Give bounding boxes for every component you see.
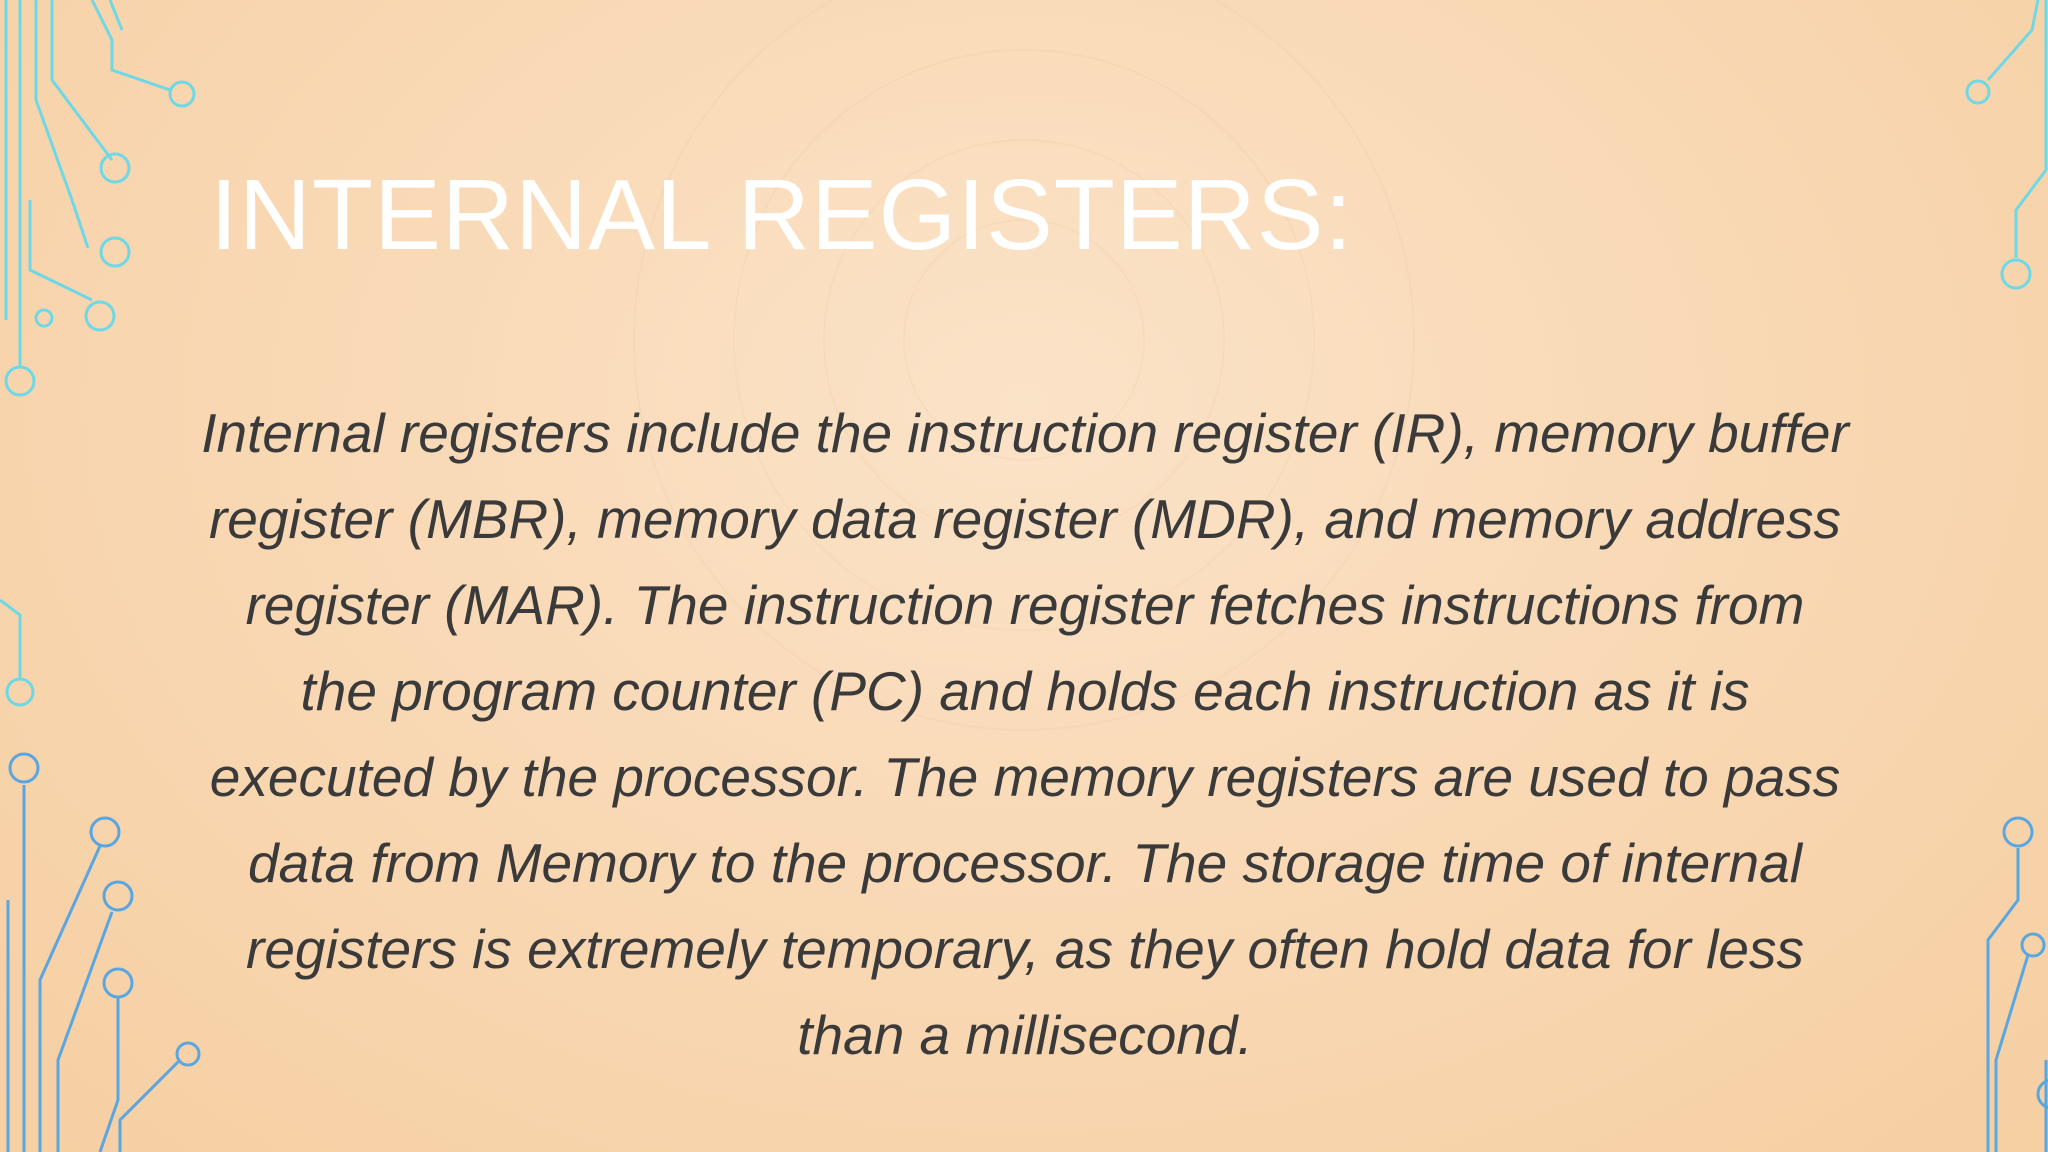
slide-body-text: Internal registers include the instruction register (IR), memory buffer register (MBR), memory data register (MDR), and memory address register (MAR). The instruction register fetches instructions from the program counter (PC) and holds each instruction as it is executed by the processor. The memory registers are used to pass data from Memory to the processor. The storage time of internal registers is extremely temporary, as they often hold data for less than a millisecond.: [201, 402, 1849, 1066]
circuit-board-right-icon: [1828, 0, 2048, 1152]
slide-title: INTERNAL REGISTERS:: [210, 159, 1354, 271]
circuit-board-left-icon: [0, 0, 220, 1152]
